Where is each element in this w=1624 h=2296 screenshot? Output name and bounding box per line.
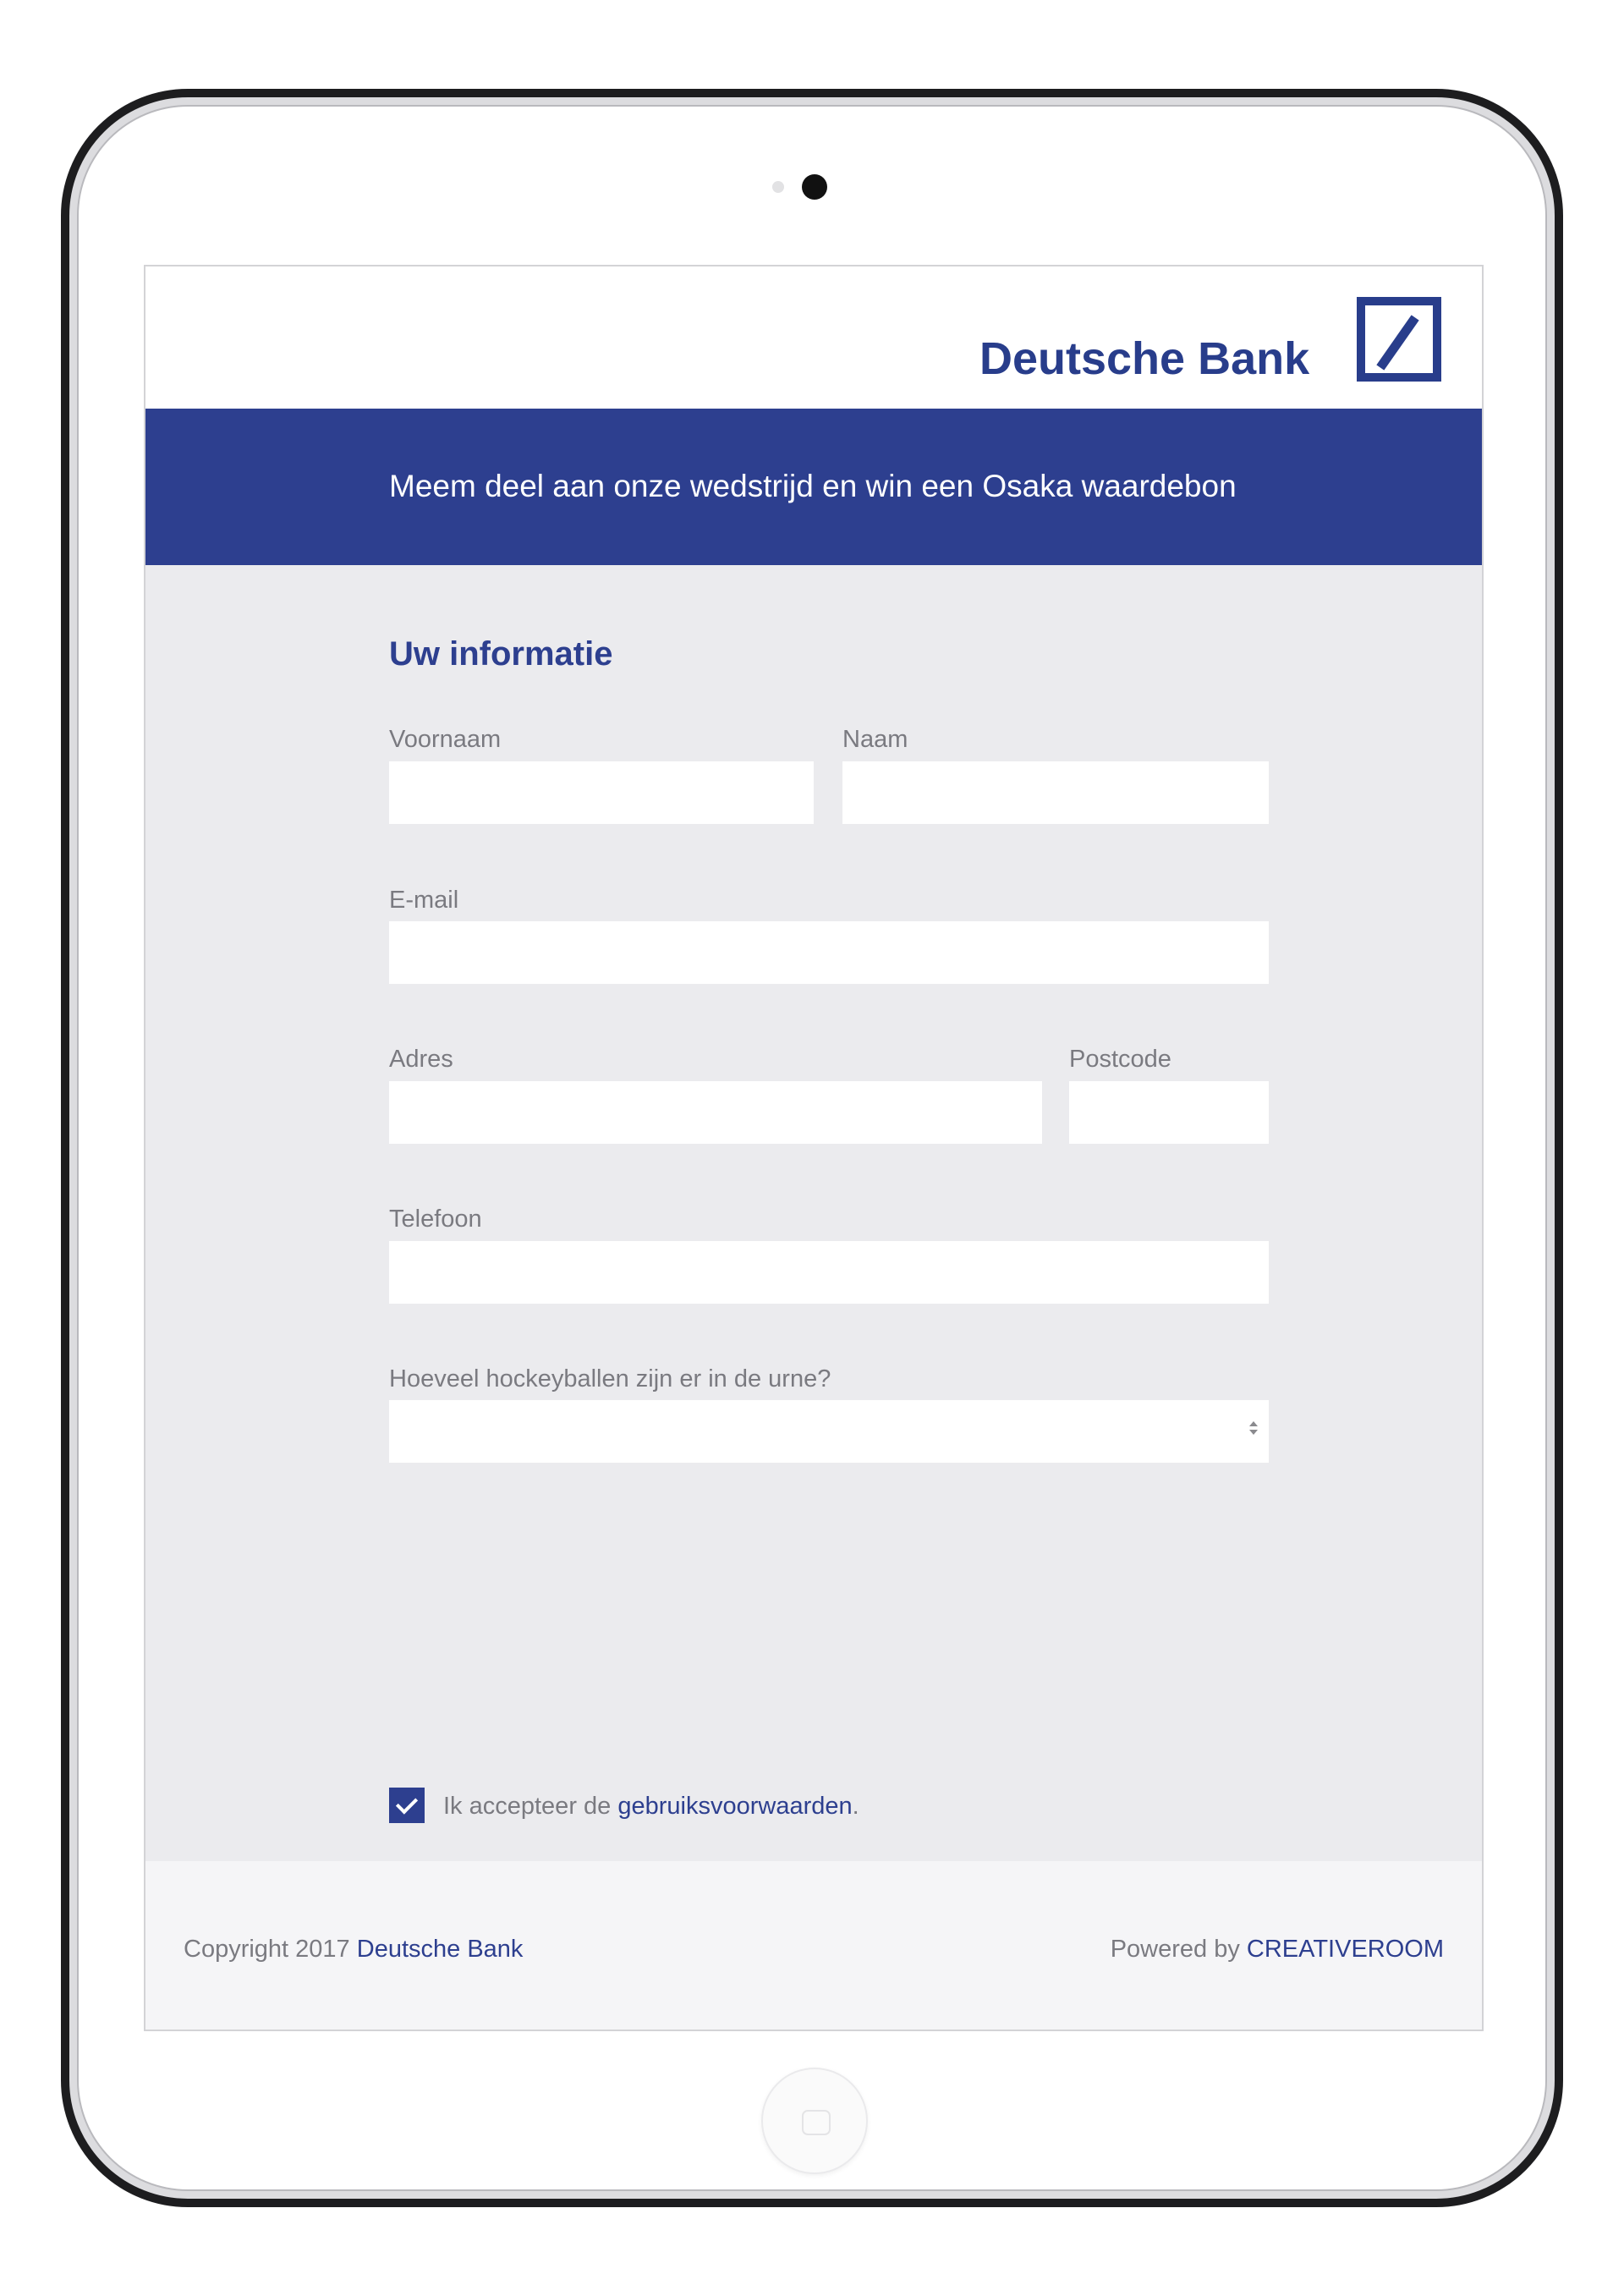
postcode-label: Postcode	[1069, 1046, 1171, 1073]
powered-by-text	[1111, 1936, 1444, 1964]
promo-banner	[145, 409, 1482, 565]
hockey-balls-field[interactable]	[389, 1400, 1269, 1463]
form-title: Uw informatie	[389, 635, 613, 673]
email-label: E-mail	[389, 887, 459, 914]
terms-text	[443, 1793, 859, 1821]
email-field[interactable]	[389, 921, 1269, 984]
first-name-field[interactable]	[389, 761, 814, 824]
copyright-text	[184, 1936, 523, 1964]
copyright-link[interactable]: Deutsche Bank	[356, 1936, 524, 1963]
phone-label: Telefoon	[389, 1206, 482, 1233]
hockey-balls-label: Hoeveel hockeyballen zijn er in de urne?	[389, 1365, 831, 1392]
camera-sensor-icon	[772, 181, 784, 193]
brand-name[interactable]: Deutsche Bank	[979, 333, 1310, 384]
terms-checkbox[interactable]	[389, 1788, 425, 1823]
phone-field[interactable]	[389, 1241, 1269, 1304]
postcode-field[interactable]	[1069, 1081, 1269, 1144]
number-stepper-icon[interactable]	[1248, 1420, 1259, 1442]
deutsche-bank-logo-icon[interactable]	[1357, 297, 1441, 382]
copyright-prefix: Copyright 2017	[184, 1936, 357, 1963]
address-label: Adres	[389, 1046, 453, 1073]
site-header	[145, 266, 1482, 409]
site-footer	[145, 1861, 1482, 2031]
address-field[interactable]	[389, 1081, 1042, 1144]
first-name-label: Voornaam	[389, 726, 502, 753]
last-name-field[interactable]	[842, 761, 1269, 824]
home-button[interactable]	[761, 2068, 868, 2174]
last-name-label: Naam	[842, 726, 908, 753]
terms-suffix: .	[852, 1793, 859, 1820]
creativeroom-link[interactable]: CREATIVEROOM	[1246, 1936, 1444, 1963]
contest-form	[145, 565, 1482, 1861]
banner-text: Meem deel aan onze wedstrijd en win een Osaka waardebon	[389, 469, 1237, 503]
powered-prefix: Powered by	[1110, 1936, 1247, 1963]
camera-icon	[802, 174, 827, 200]
terms-prefix: Ik accepteer de	[443, 1793, 618, 1820]
terms-link[interactable]: gebruiksvoorwaarden	[617, 1793, 853, 1820]
screen	[144, 265, 1484, 2031]
